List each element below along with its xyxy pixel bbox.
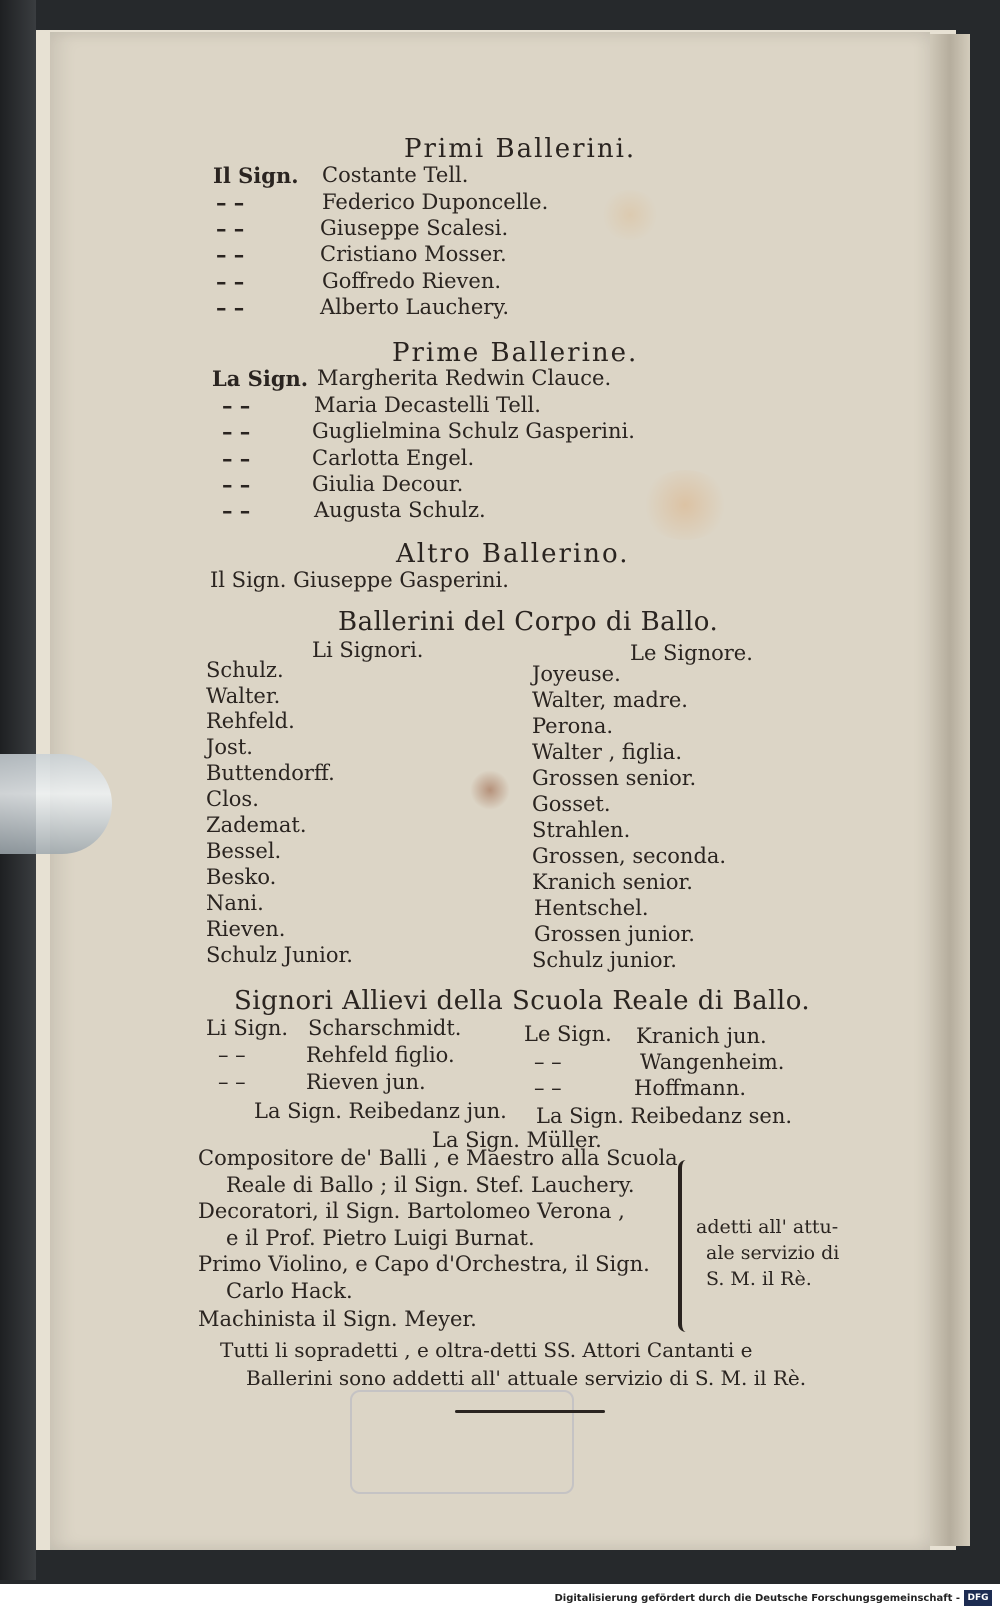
dancer-line: Il Sign. Giuseppe Gasperini.: [210, 568, 509, 592]
dancer-name: Giulia Decour.: [312, 472, 464, 496]
dancer-name: Maria Decastelli Tell.: [314, 393, 541, 417]
staff-line: Compositore de' Balli , e Maestro alla Scuola: [198, 1146, 678, 1170]
student-name: Rehfeld figlio.: [306, 1043, 455, 1067]
list-item: Joyeuse.: [532, 662, 621, 686]
brace: [678, 1160, 696, 1332]
student-name: Wangenheim.: [640, 1050, 785, 1074]
student-line: La Sign. Müller.: [432, 1128, 602, 1152]
dancer-name: Costante Tell.: [322, 163, 469, 187]
honorific: Li Sign.: [206, 1016, 289, 1040]
book-clip: [0, 754, 112, 854]
ditto-dash: – –: [216, 216, 245, 241]
list-item: Grossen junior.: [534, 922, 695, 946]
list-item: Rieven.: [206, 917, 286, 941]
section-title-allievi: Signori Allievi della Scuola Reale di Ballo.: [234, 986, 811, 1016]
list-item: Hentschel.: [534, 896, 649, 920]
closing-line: Tutti li sopradetti , e oltra-detti SS. Attori Cantanti e: [220, 1338, 753, 1362]
student-name: Rieven jun.: [306, 1070, 426, 1094]
student-name: Kranich jun.: [636, 1024, 767, 1048]
ditto-dash: – –: [216, 242, 245, 267]
staff-line: Machinista il Sign. Meyer.: [198, 1307, 477, 1331]
honorific: Il Sign.: [213, 163, 299, 188]
list-item: Kranich senior.: [532, 870, 693, 894]
dancer-name: Carlotta Engel.: [312, 446, 475, 470]
section-title-altro-ballerino: Altro Ballerino.: [396, 539, 630, 569]
end-rule: [455, 1410, 605, 1413]
stain: [470, 770, 510, 810]
dancer-name: Margherita Redwin Clauce.: [317, 366, 612, 390]
student-line: La Sign. Reibedanz jun.: [254, 1099, 507, 1123]
honorific: Le Sign.: [524, 1022, 612, 1046]
dancer-name: Alberto Lauchery.: [320, 295, 510, 319]
ditto-dash: – –: [216, 190, 245, 215]
ditto-dash: – –: [222, 393, 251, 418]
list-item: Schulz Junior.: [206, 943, 353, 967]
list-item: Walter , figlia.: [532, 740, 683, 764]
ditto-dash: – –: [222, 419, 251, 444]
dancer-name: Guglielmina Schulz Gasperini.: [312, 419, 635, 443]
ditto-dash: – –: [222, 498, 251, 523]
list-item: Perona.: [532, 714, 614, 738]
ditto-dash: – –: [218, 1043, 246, 1067]
list-item: Buttendorff.: [206, 761, 335, 785]
list-item: Walter, madre.: [532, 688, 688, 712]
list-item: Schulz junior.: [532, 948, 677, 972]
ditto-dash: – –: [534, 1076, 562, 1100]
dancer-name: Federico Duponcelle.: [322, 190, 549, 214]
list-item: Grossen senior.: [532, 766, 697, 790]
closing-line: Ballerini sono addetti all' attuale servizio di S. M. il Rè.: [246, 1366, 807, 1390]
dancer-name: Giuseppe Scalesi.: [320, 216, 509, 240]
dfg-logo: DFG: [964, 1590, 992, 1606]
ditto-dash: – –: [218, 1070, 246, 1094]
staff-line: Reale di Ballo ; il Sign. Stef. Lauchery.: [226, 1173, 635, 1197]
student-name: Scharschmidt.: [308, 1016, 462, 1040]
staff-note: S. M. il Rè.: [706, 1268, 812, 1290]
column-header-signore: Le Signore.: [630, 641, 753, 665]
stain: [600, 190, 660, 240]
stain: [640, 470, 730, 540]
honorific: La Sign.: [212, 366, 309, 391]
staff-line: e il Prof. Pietro Luigi Burnat.: [226, 1226, 535, 1250]
section-title-prime-ballerine: Prime Ballerine.: [392, 338, 639, 368]
ditto-dash: – –: [216, 295, 245, 320]
list-item: Zademat.: [206, 813, 307, 837]
ditto-dash: – –: [216, 269, 245, 294]
list-item: Schulz.: [206, 658, 284, 682]
dancer-name: Goffredo Rieven.: [322, 269, 502, 293]
student-line: La Sign. Reibedanz sen.: [536, 1104, 793, 1128]
staff-note: adetti all' attu-: [696, 1216, 839, 1238]
list-item: Nani.: [206, 891, 264, 915]
section-title-primi-ballerini: Primi Ballerini.: [404, 134, 637, 164]
faded-stamp: [350, 1390, 574, 1494]
list-item: Jost.: [206, 735, 253, 759]
list-item: Clos.: [206, 787, 259, 811]
staff-line: Carlo Hack.: [226, 1279, 353, 1303]
ditto-dash: – –: [222, 472, 251, 497]
column-header-signori: Li Signori.: [312, 638, 424, 662]
list-item: Rehfeld.: [206, 709, 295, 733]
list-item: Walter.: [206, 684, 281, 708]
ditto-dash: – –: [534, 1050, 562, 1074]
ditto-dash: – –: [222, 446, 251, 471]
staff-line: Decoratori, il Sign. Bartolomeo Verona ,: [198, 1199, 625, 1223]
footer-credit: Digitalisierung gefördert durch die Deutsche Forschungsgemeinschaft -: [554, 1593, 960, 1604]
list-item: Grossen, seconda.: [532, 844, 727, 868]
page-edge-right: [930, 34, 970, 1546]
staff-note: ale servizio di: [706, 1242, 840, 1264]
list-item: Gosset.: [532, 792, 611, 816]
staff-line: Primo Violino, e Capo d'Orchestra, il Sign.: [198, 1252, 650, 1276]
list-item: Strahlen.: [532, 818, 631, 842]
list-item: Bessel.: [206, 839, 282, 863]
list-item: Besko.: [206, 865, 277, 889]
dancer-name: Augusta Schulz.: [314, 498, 486, 522]
student-name: Hoffmann.: [634, 1076, 747, 1100]
dancer-name: Cristiano Mosser.: [320, 242, 507, 266]
section-title-corpo-di-ballo: Ballerini del Corpo di Ballo.: [338, 607, 719, 637]
